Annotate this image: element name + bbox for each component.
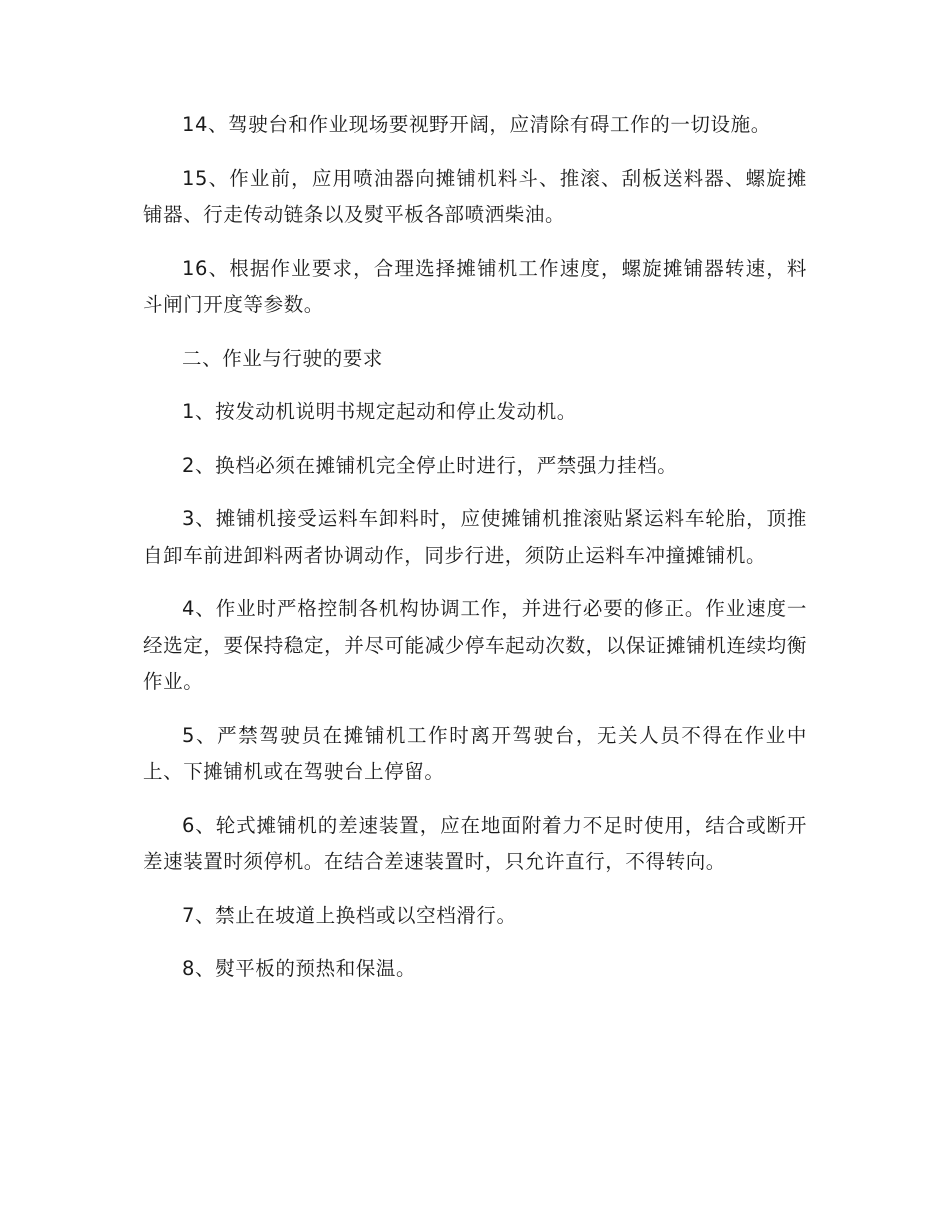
- paragraph-14: 14、驾驶台和作业现场要视野开阔，应清除有碍工作的一切设施。: [182, 113, 771, 136]
- paragraph-2: 2、换档必须在摊铺机完全停止时进行，严禁强力挂档。: [182, 453, 678, 477]
- paragraph-3: 3、摊铺机接受运料车卸料时，应使摊铺机推滚贴紧运料车轮胎，顶推自卸车前进卸料两者协调动作，同步行进，须防止运料车冲撞摊铺机。: [143, 507, 807, 567]
- paragraph-6: 6、轮式摊铺机的差速装置，应在地面附着力不足时使用，结合或断开差速装置时须停机。在结合差速装置时，只允许直行，不得转向。: [143, 813, 807, 873]
- paragraph-1: 1、按发动机说明书规定起动和停止发动机。: [182, 400, 577, 423]
- paragraph-16: 16、根据作业要求，合理选择摊铺机工作速度，螺旋摊铺器转速，料斗闸门开度等参数。: [143, 256, 807, 316]
- paragraph-8: 8、熨平板的预热和保温。: [182, 957, 417, 980]
- paragraph-7: 7、禁止在坡道上换档或以空档滑行。: [182, 903, 517, 927]
- section-heading: 二、作业与行驶的要求: [182, 346, 384, 370]
- paragraph-5: 5、严禁驾驶员在摊铺机工作时离开驾驶台，无关人员不得在作业中上、下摊铺机或在驾驶台上停留。: [143, 723, 807, 783]
- paragraph-15: 15、作业前，应用喷油器向摊铺机料斗、推滚、刮板送料器、螺旋摊铺器、行走传动链条以及熨平板各部喷洒柴油。: [143, 166, 807, 226]
- document-page: [143, 107, 807, 1005]
- paragraph-4: 4、作业时严格控制各机构协调工作，并进行必要的修正。作业速度一经选定，要保持稳定，并尽可能减少停车起动次数，以保证摊铺机连续均衡作业。: [143, 597, 807, 693]
